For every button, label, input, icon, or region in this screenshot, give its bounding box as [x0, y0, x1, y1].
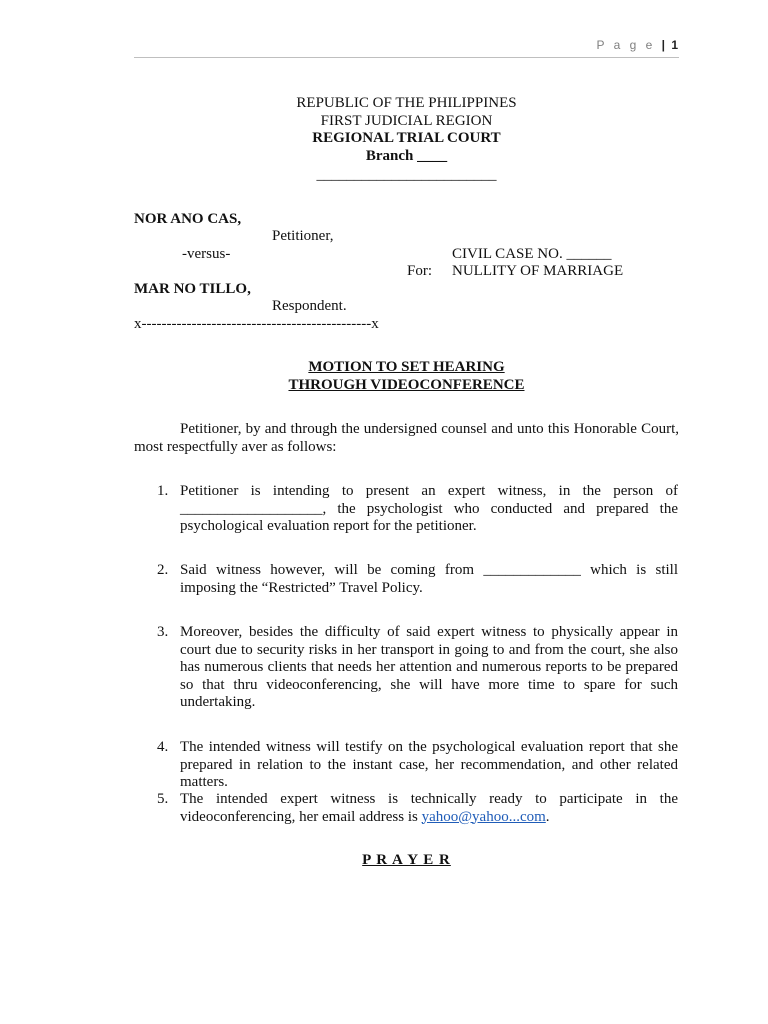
versus-label: -versus- — [182, 246, 231, 262]
page-number-header — [596, 38, 678, 52]
item-number: 3. — [157, 624, 169, 640]
court-line-republic: REPUBLIC OF THE PHILIPPINES — [296, 95, 517, 111]
item-number: 2. — [157, 562, 169, 578]
court-branch: Branch ____ — [365, 148, 448, 164]
case-nature: NULLITY OF MARRIAGE — [452, 263, 624, 279]
page-label: P a g e — [596, 38, 656, 52]
item-1-text: Petitioner is intending to present an expert witness, in the person of ___________________, the psychologist who conducted and prepared the psychological evaluation report for the petitioner. — [180, 483, 678, 534]
item-4-text: The intended witness will testify on the psychological evaluation report that she prepared in relation to the instant case, her recommendation, and other related matters. — [180, 739, 678, 790]
item-number: 5. — [157, 791, 169, 807]
petitioner-role: Petitioner, — [272, 228, 334, 244]
for-label: For: — [407, 263, 433, 279]
item-3-text: Moreover, besides the difficulty of said expert witness to physically appear in court due to security risks in her transport in going to and from the court, she also has numerous clients that needs her attention and numerous reports to be prepared so that thru videoconferencing, she will have more time to spare for such undertaking. — [180, 624, 678, 710]
motion-title-line1: MOTION TO SET HEARING — [308, 359, 505, 375]
item-number: 4. — [157, 739, 169, 755]
item-number: 1. — [157, 483, 169, 499]
item-5-period: . — [545, 808, 550, 825]
header-rule — [134, 57, 679, 58]
court-line-region: FIRST JUDICIAL REGION — [320, 113, 493, 129]
item-5-text: The intended expert witness is technically ready to participate in the videoconferencing, her email address is — [180, 791, 678, 825]
caption-separator: x----------------------------------------------x — [134, 316, 379, 332]
item-5-paragraph — [180, 791, 678, 826]
email-link[interactable]: yahoo@yahoo...com — [421, 808, 546, 825]
page-number: 1 — [671, 38, 678, 52]
page-separator: | — [661, 38, 665, 52]
prayer-heading: P R A Y E R — [362, 852, 451, 868]
court-blank-line: ________________________ — [316, 167, 497, 183]
intro-paragraph: Petitioner, by and through the undersigned counsel and unto this Honorable Court, most respectfully aver as follows: — [134, 421, 679, 455]
motion-title-line2: THROUGH VIDEOCONFERENCE — [288, 377, 525, 393]
petitioner-name: NOR ANO CAS, — [134, 211, 242, 227]
respondent-role: Respondent. — [272, 298, 347, 314]
item-2-text: Said witness however, will be coming from _____________ which is still imposing the “Restricted” Travel Policy. — [180, 562, 678, 596]
court-line-rtc: REGIONAL TRIAL COURT — [312, 130, 501, 146]
civil-case-no: CIVIL CASE NO. ______ — [452, 246, 612, 262]
respondent-name: MAR NO TILLO, — [134, 281, 251, 297]
